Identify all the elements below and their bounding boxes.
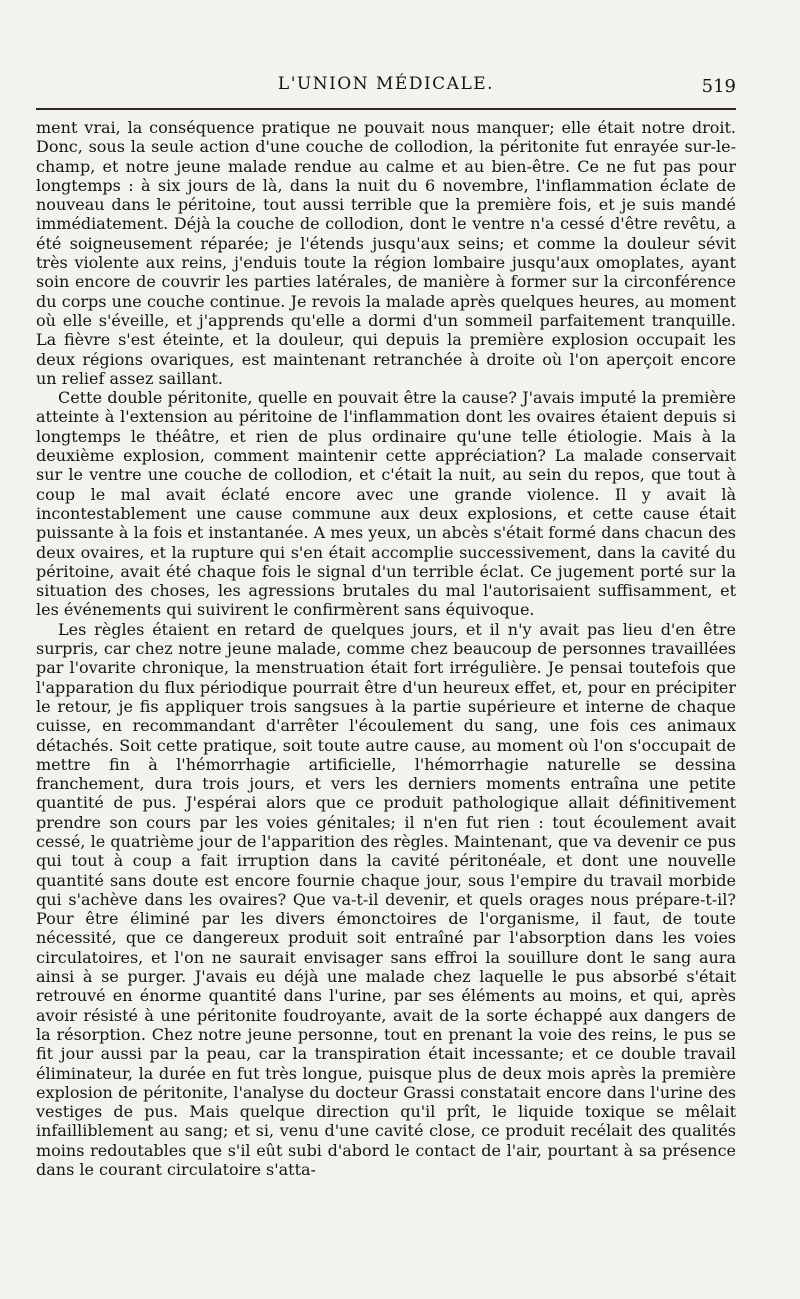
journal-title: L'UNION MÉDICALE. (277, 74, 495, 94)
running-header (36, 74, 736, 104)
paragraph-3: Les règles étaient en retard de quelques jours, et il n'y avait pas lieu d'en être surpris, car chez notre jeune malade, comme chez beaucoup de personnes travaillées par l'ovarite chronique, la menstruation était fort irrégulière. Je pensai toutefois que l'apparation du flux périodique pourrait être d'un heureux effet, et, pour en précipiter le retour, je fis appliquer trois sangsues à la partie supérieure et interne de chaque cuisse, en recommandant d'arrêter l'écoulement du sang, une fois ces animaux détachés. Soit cette pratique, soit toute autre cause, au moment où l'on s'occupait de mettre fin à l'hémorrhagie artificielle, l'hémorrhagie naturelle se dessina franchement, dura trois jours, et vers les derniers moments entraîna une petite quantité de pus. J'espérai alors que ce produit pathologique allait définitivement prendre son cours par les voies génitales; il n'en fut rien : tout écoulement avait cessé, le quatrième jour de l'apparition des règles. Maintenant, que va devenir ce pus qui tout à coup a fait irruption dans la cavité péritonéale, et dont une nouvelle quantité sans doute est encore fournie chaque jour, sous l'empire du travail morbide qui s'achève dans les ovaires? Que va-t-il devenir, et quels orages nous prépare-t-il? Pour être éliminé par les divers émonctoires de l'organisme, il faut, de toute nécessité, que ce dangereux produit soit entraîné par l'absorption dans les voies circulatoires, et l'on ne saurait envisager sans effroi la souillure dont le sang aura ainsi à se purger. J'avais eu déjà une malade chez laquelle le pus absorbé s'était retrouvé en énorme quantité dans l'urine, par ses éléments au moins, et qui, après avoir résisté à une péritonite foudroyante, avait de la sorte échappé aux dangers de la résorption. Chez notre jeune personne, tout en prenant la voie des reins, le pus se fit jour aussi par la peau, car la transpiration était incessante; et ce double travail éliminateur, la durée en fut très longue, puisque plus de deux mois après la première explosion de péritonite, l'analyse du docteur Grassi constatait encore dans l'urine des vestiges de pus. Mais quelque direction qu'il prît, le liquide toxique se mêlait infailliblement au sang; et si, venu d'une cavité close, ce produit recélait des qualités moins redoutables que s'il eût subi d'abord le contact de l'air, pourtant à sa présence dans le courant circulatoire s'atta- (36, 619, 736, 1180)
paragraph-2: Cette double péritonite, quelle en pouvait être la cause? J'avais imputé la première atteinte à l'extension au péritoine de l'inflammation dont les ovaires étaient depuis si longtemps le théâtre, et rien de plus ordinaire qu'une telle étiologie. Mais à la deuxième explosion, comment maintenir cette appréciation? La malade conservait sur le ventre une couche de collodion, et c'était la nuit, au sein du repos, que tout à coup le mal avait éclaté encore avec une grande violence. Il y avait là incontestablement une cause commune aux deux explosions, et cette cause était puissante à la fois et instantanée. A mes yeux, un abcès s'était formé dans chacun des deux ovaires, et la rupture qui s'en était accomplie successivement, dans la cavité du péritoine, avait été chaque fois le signal d'un terrible éclat. Ce jugement porté sur la situation des choses, les agressions brutales du mal l'autorisaient suffisamment, et les événements qui suivirent le confirmèrent sans équivoque. (36, 388, 736, 620)
body-text (36, 118, 736, 1179)
paragraph-1: ment vrai, la conséquence pratique ne pouvait nous manquer; elle était notre droit. Donc, sous la seule action d'une couche de collodion, la péritonite fut enrayée sur-le-champ, et notre jeune malade rendue au calme et au bien-être. Ce ne fut pas pour longtemps : à six jours de là, dans la nuit du 6 novembre, l'inflammation éclate de nouveau dans le péritoine, tout aussi terrible que la première fois, et je suis mandé immédiatement. Déjà la couche de collodion, dont le ventre n'a cessé d'être revêtu, a été soigneusement réparée; je l'étends jusqu'aux seins; et comme la douleur sévit très violente aux reins, j'enduis toute la région lombaire jusqu'aux omoplates, ayant soin encore de couvrir les parties latérales, de manière à former sur la circonférence du corps une couche continue. Je revois la malade après quelques heures, au moment où elle s'éveille, et j'apprends qu'elle a dormi d'un sommeil parfaitement tranquille. La fièvre s'est éteinte, et la douleur, qui depuis la première explosion occupait les deux régions ovariques, est maintenant retranchée à droite où l'on aperçoit encore un relief assez saillant. (36, 118, 736, 388)
header-rule (36, 108, 736, 110)
page-number: 519 (701, 76, 736, 97)
